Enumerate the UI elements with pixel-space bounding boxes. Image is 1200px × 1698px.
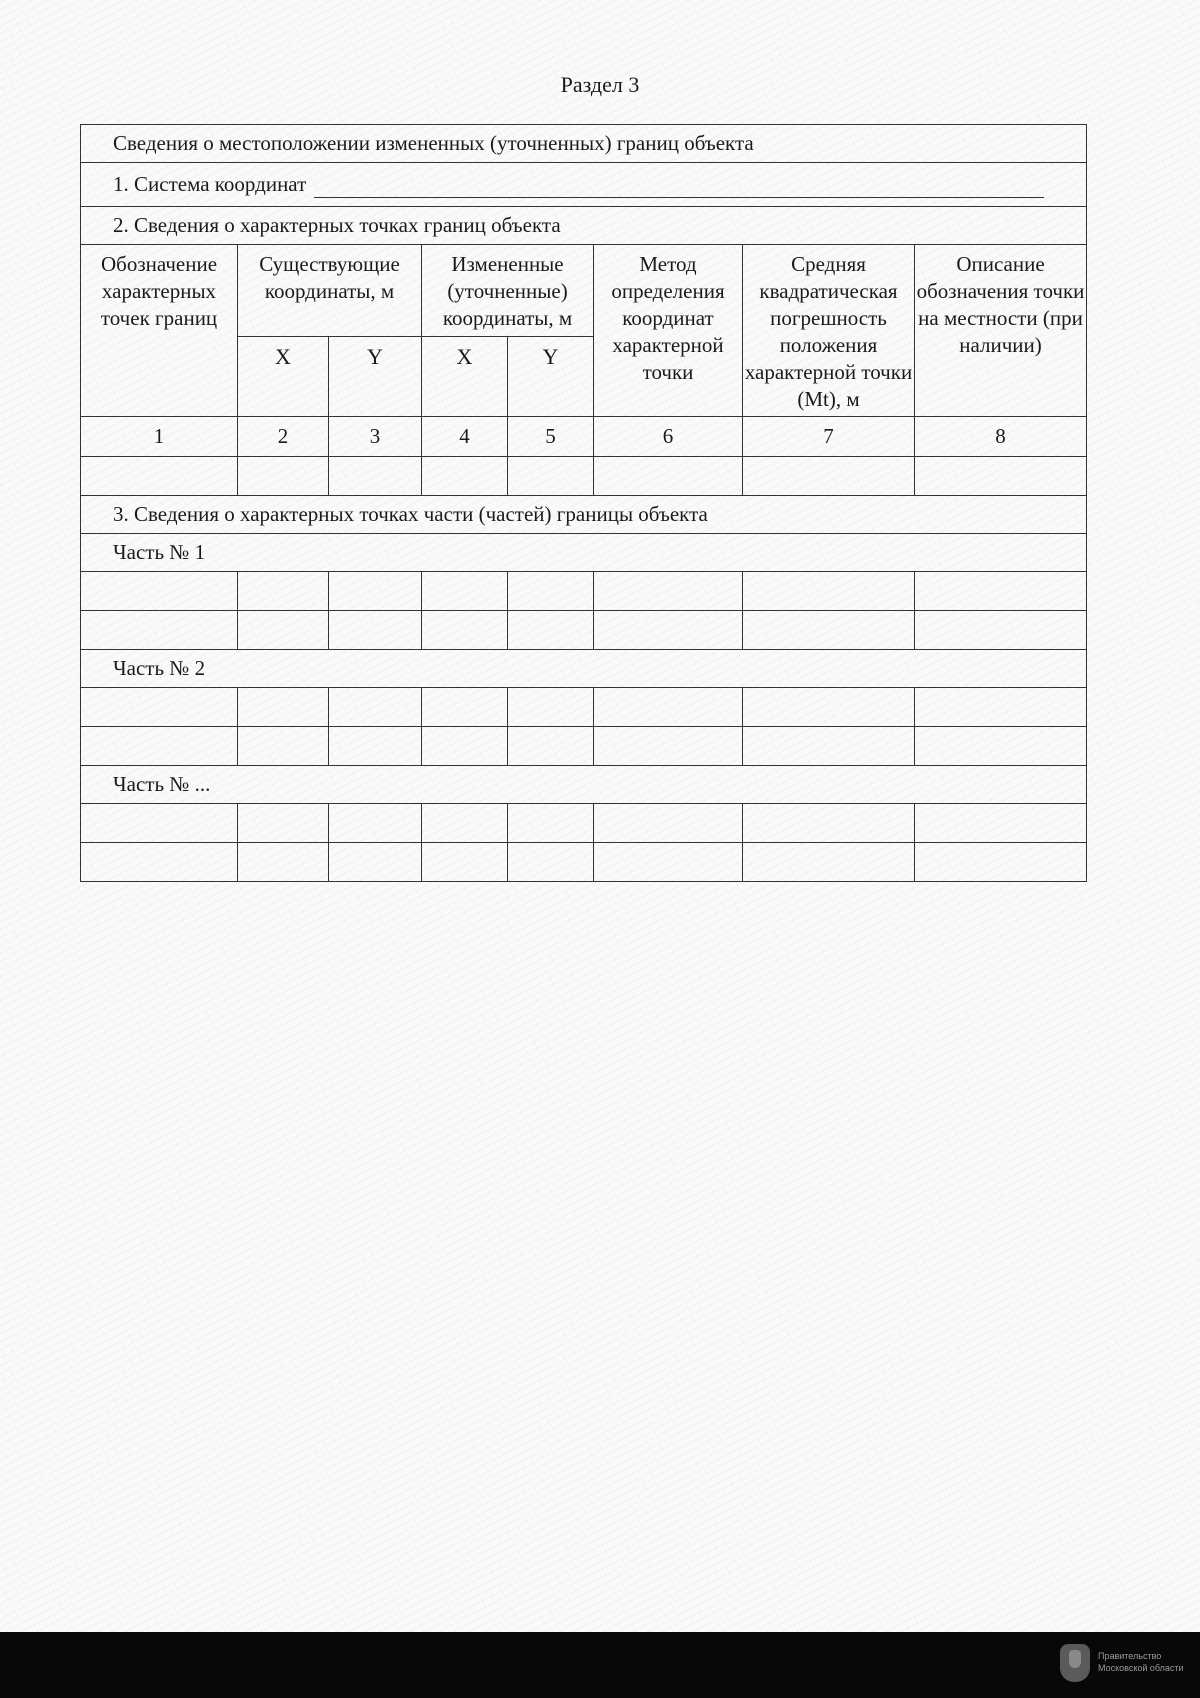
section-header: Сведения о местоположении измененных (уточненных) границ объекта <box>81 125 1087 163</box>
points-section-row <box>81 207 1087 245</box>
col-existing-y: Y <box>329 337 422 417</box>
table-cell[interactable] <box>508 457 594 496</box>
coat-of-arms-icon <box>1060 1644 1090 1682</box>
table-row <box>81 804 1087 843</box>
column-number: 7 <box>743 417 915 457</box>
col-existing-header: Существующие координаты, м <box>238 245 422 337</box>
table-cell[interactable] <box>422 688 508 727</box>
table-row <box>81 572 1087 611</box>
part-label: Часть № 2 <box>81 650 1087 688</box>
footer-caption <box>1098 1650 1198 1674</box>
part-row <box>81 650 1087 688</box>
table-cell[interactable] <box>508 688 594 727</box>
column-number: 2 <box>238 417 329 457</box>
column-number: 4 <box>422 417 508 457</box>
table-cell[interactable] <box>81 572 238 611</box>
column-number-row <box>81 417 1087 457</box>
table-row <box>81 688 1087 727</box>
table-cell[interactable] <box>594 611 743 650</box>
table-cell[interactable] <box>81 611 238 650</box>
table-cell[interactable] <box>594 572 743 611</box>
table-cell[interactable] <box>329 572 422 611</box>
column-number: 6 <box>594 417 743 457</box>
column-header-row <box>81 245 1087 337</box>
table-row <box>81 611 1087 650</box>
col-description-header: Описание обозначения точки на местности (при наличии) <box>915 245 1087 417</box>
table-cell[interactable] <box>329 804 422 843</box>
table-cell[interactable] <box>743 457 915 496</box>
col-changed-header: Измененные (уточненные) координаты, м <box>422 245 594 337</box>
col-designation-header: Обозначение характерных точек границ <box>81 245 238 417</box>
section-header-row <box>81 125 1087 163</box>
table-cell[interactable] <box>81 804 238 843</box>
table-cell[interactable] <box>594 804 743 843</box>
table-cell[interactable] <box>915 457 1087 496</box>
table-cell[interactable] <box>743 688 915 727</box>
table-cell[interactable] <box>329 457 422 496</box>
table-cell[interactable] <box>422 843 508 882</box>
table-cell[interactable] <box>915 843 1087 882</box>
table-cell[interactable] <box>508 572 594 611</box>
table-cell[interactable] <box>81 727 238 766</box>
table-cell[interactable] <box>238 688 329 727</box>
table-cell[interactable] <box>594 727 743 766</box>
table-cell[interactable] <box>594 688 743 727</box>
table-cell[interactable] <box>508 611 594 650</box>
table-cell[interactable] <box>915 611 1087 650</box>
table-cell[interactable] <box>329 843 422 882</box>
table-cell[interactable] <box>422 572 508 611</box>
points-section-label: 2. Сведения о характерных точках границ объекта <box>81 207 1087 245</box>
table-cell[interactable] <box>743 804 915 843</box>
table-cell[interactable] <box>81 457 238 496</box>
boundary-table <box>80 124 1087 882</box>
parts-section-label: 3. Сведения о характерных точках части (частей) границы объекта <box>81 496 1087 534</box>
table-cell[interactable] <box>238 457 329 496</box>
part-row <box>81 766 1087 804</box>
table-cell[interactable] <box>422 804 508 843</box>
table-cell[interactable] <box>81 688 238 727</box>
table-cell[interactable] <box>743 572 915 611</box>
table-row <box>81 727 1087 766</box>
table-cell[interactable] <box>422 727 508 766</box>
table-cell[interactable] <box>743 843 915 882</box>
table-cell[interactable] <box>422 611 508 650</box>
part-row <box>81 534 1087 572</box>
table-cell[interactable] <box>508 843 594 882</box>
table-row <box>81 457 1087 496</box>
table-row <box>81 843 1087 882</box>
part-label: Часть № ... <box>81 766 1087 804</box>
section-title: Раздел 3 <box>560 72 640 97</box>
table-cell[interactable] <box>81 843 238 882</box>
table-cell[interactable] <box>915 727 1087 766</box>
column-number: 8 <box>915 417 1087 457</box>
footer-caption-line: Правительство <box>1098 1651 1162 1661</box>
table-cell[interactable] <box>238 611 329 650</box>
column-number: 3 <box>329 417 422 457</box>
part-label: Часть № 1 <box>81 534 1087 572</box>
table-cell[interactable] <box>238 843 329 882</box>
coordinate-system-label: 1. Система координат <box>113 172 307 196</box>
table-cell[interactable] <box>594 843 743 882</box>
table-cell[interactable] <box>238 572 329 611</box>
table-cell[interactable] <box>915 688 1087 727</box>
footer-bar <box>0 1632 1200 1698</box>
table-cell[interactable] <box>743 611 915 650</box>
col-changed-y: Y <box>508 337 594 417</box>
table-cell[interactable] <box>238 727 329 766</box>
col-changed-x: X <box>422 337 508 417</box>
table-cell[interactable] <box>508 804 594 843</box>
col-existing-x: X <box>238 337 329 417</box>
table-cell[interactable] <box>329 688 422 727</box>
coordinate-system-row <box>81 163 1087 207</box>
footer-caption-line: Московской области <box>1098 1663 1184 1673</box>
table-cell[interactable] <box>238 804 329 843</box>
col-error-header: Средняя квадратическая погрешность положения характерной точки (Mt), м <box>743 245 915 417</box>
table-cell[interactable] <box>915 804 1087 843</box>
table-cell[interactable] <box>594 457 743 496</box>
table-cell[interactable] <box>329 727 422 766</box>
col-method-header: Метод определения координат характерной точки <box>594 245 743 417</box>
table-cell[interactable] <box>422 457 508 496</box>
table-cell[interactable] <box>743 727 915 766</box>
table-cell[interactable] <box>329 611 422 650</box>
table-cell[interactable] <box>508 727 594 766</box>
table-cell[interactable] <box>915 572 1087 611</box>
column-number: 1 <box>81 417 238 457</box>
coordinate-system-field[interactable] <box>314 175 1044 198</box>
parts-section-row <box>81 496 1087 534</box>
column-number: 5 <box>508 417 594 457</box>
